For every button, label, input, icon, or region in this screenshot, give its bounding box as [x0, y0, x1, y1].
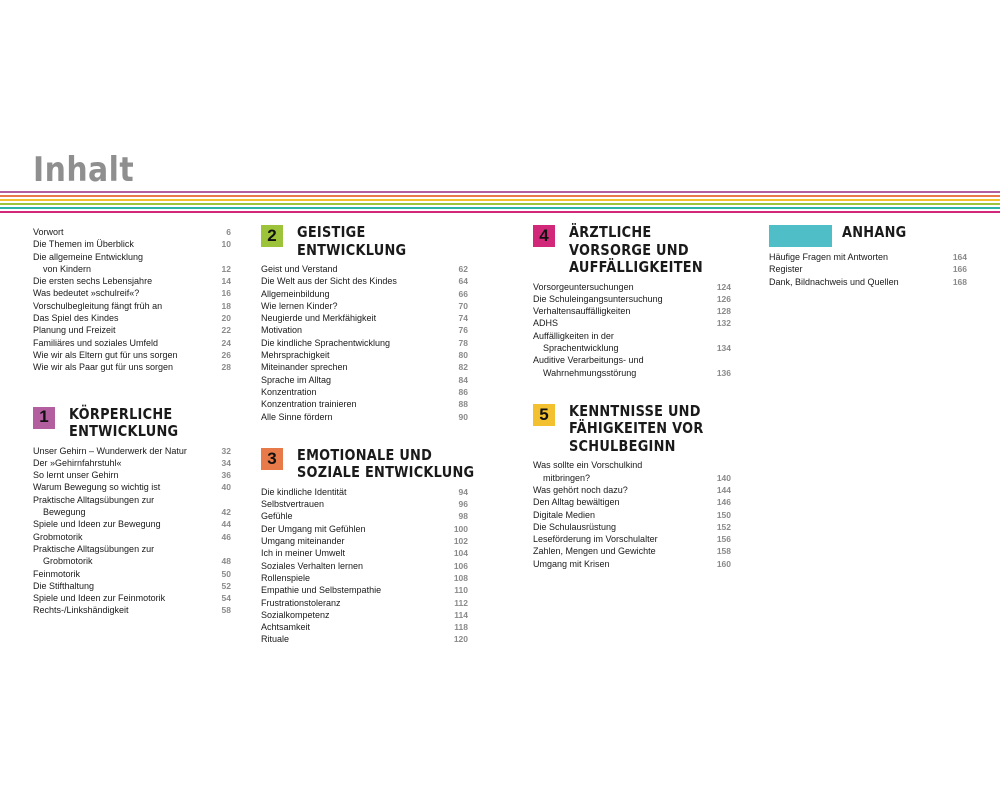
section-title — [569, 224, 703, 277]
section-number-badge — [769, 225, 832, 247]
toc-entry-title: Rechts-/Linkshändigkeit — [33, 605, 129, 616]
toc-entry[interactable] — [33, 580, 231, 592]
toc-entry[interactable] — [33, 361, 231, 373]
toc-entry[interactable] — [33, 481, 231, 493]
section-title-line: SCHULBEGINN — [569, 436, 676, 455]
toc-entry-page: 42 — [221, 507, 231, 518]
toc-entry[interactable] — [261, 288, 468, 300]
toc-entry[interactable] — [261, 361, 468, 373]
toc-entry[interactable] — [261, 349, 468, 361]
toc-entry-title: Register — [769, 264, 803, 275]
toc-entry-title: Das Spiel des Kindes — [33, 313, 119, 324]
section-heading — [533, 403, 731, 456]
toc-entry-title: Wahrnehmungsstörung — [543, 367, 637, 378]
toc-entry-page: 150 — [716, 509, 731, 520]
toc-entry-title: Auditive Verarbeitungs- und — [533, 355, 644, 366]
toc-entry[interactable] — [533, 533, 731, 545]
toc-entry[interactable] — [261, 312, 468, 324]
toc-entry-page: 62 — [458, 264, 468, 274]
toc-column-2 — [261, 214, 475, 646]
toc-entry[interactable] — [33, 457, 231, 469]
toc-entry[interactable] — [533, 521, 731, 533]
toc-entry-page: 20 — [221, 313, 231, 324]
section-title — [842, 224, 907, 242]
toc-entry-title: Empathie und Selbstempathie — [261, 585, 382, 596]
toc-entry[interactable] — [261, 510, 468, 522]
toc-entry-page: 126 — [716, 293, 731, 304]
toc-entry-title: Konzentration — [261, 386, 317, 397]
toc-entry[interactable] — [33, 469, 231, 481]
toc-entry-title: Feinmotorik — [33, 568, 81, 579]
toc-entry-page: 106 — [453, 560, 468, 571]
section-heading — [261, 445, 475, 482]
toc-entry[interactable] — [261, 609, 468, 621]
toc-entry-title: mitbringen? — [543, 472, 591, 483]
toc-entry-title: Häufige Fragen mit Antworten — [769, 252, 889, 262]
toc-entry-title: Soziales Verhalten lernen — [261, 560, 364, 571]
toc-entry-page: 10 — [221, 239, 231, 250]
toc-entry-title: Spiele und Ideen zur Feinmotorik — [33, 593, 166, 604]
toc-entry-title: Was sollte ein Vorschulkind — [533, 460, 643, 471]
toc-entry-title: Was bedeutet »schulreif«? — [33, 288, 140, 299]
toc-entry[interactable] — [533, 496, 731, 508]
toc-entry-title: Auffälligkeiten in der — [533, 330, 614, 341]
section-number-badge: 5 — [533, 404, 555, 426]
toc-entry-title: Wie wir als Paar gut für uns sorgen — [33, 362, 174, 373]
toc-entry-title: Mehrsprachigkeit — [261, 350, 330, 361]
toc-entry-page: 112 — [454, 597, 468, 608]
toc-entry[interactable] — [533, 354, 731, 366]
section-title-line: KENNTNISSE UND — [569, 401, 701, 420]
toc-entry[interactable] — [533, 342, 731, 354]
toc-entry[interactable] — [533, 484, 731, 496]
toc-entry-page: 156 — [716, 534, 731, 545]
toc-entry-title: Ich in meiner Umwelt — [261, 548, 346, 559]
toc-entry[interactable] — [261, 572, 468, 584]
toc-entry-page: 168 — [952, 276, 967, 287]
toc-entry-title: Die Themen im Überblick — [33, 239, 134, 250]
toc-entry[interactable] — [261, 584, 468, 596]
toc-entry-page: 32 — [221, 445, 231, 456]
toc-entry-page: 16 — [221, 288, 231, 299]
toc-entry[interactable] — [261, 337, 468, 349]
toc-entry-title: Die Welt aus der Sicht des Kindes — [261, 276, 397, 287]
toc-entry[interactable] — [533, 317, 731, 329]
toc-entry-page: 44 — [221, 519, 231, 530]
section-title-line: ANHANG — [842, 223, 907, 241]
toc-entry-page: 46 — [221, 531, 231, 542]
toc-entry-page: 82 — [458, 362, 468, 373]
toc-entry[interactable] — [769, 276, 967, 288]
toc-entry[interactable] — [261, 486, 468, 498]
toc-entry-title: Motivation — [261, 325, 303, 336]
toc-entry-title: Digitale Medien — [533, 509, 596, 520]
toc-entry-page: 120 — [453, 634, 468, 645]
toc-entry[interactable] — [261, 560, 468, 572]
section-title — [297, 447, 474, 482]
toc-column-3 — [533, 214, 731, 570]
toc-entry[interactable] — [33, 275, 231, 287]
section-title — [297, 224, 406, 259]
stripe-line — [0, 207, 1000, 209]
toc-entry[interactable] — [261, 547, 468, 559]
toc-entry-title: Sozialkompetenz — [261, 609, 330, 620]
toc-entry[interactable] — [33, 287, 231, 299]
toc-entry-title: Alle Sinne fördern — [261, 411, 333, 422]
toc-entry[interactable] — [261, 597, 468, 609]
toc-entry-page: 34 — [221, 457, 231, 468]
toc-entry[interactable] — [33, 300, 231, 312]
toc-entry-page: 70 — [458, 300, 468, 311]
toc-entry-title: Wie wir als Eltern gut für uns sorgen — [33, 349, 178, 360]
toc-entry-title: Miteinander sprechen — [261, 362, 348, 373]
toc-entry-title: Den Alltag bewältigen — [533, 497, 620, 508]
toc-entry-title: Gefühle — [261, 511, 293, 522]
toc-entry[interactable] — [33, 543, 231, 555]
toc-entry[interactable] — [533, 330, 731, 342]
toc-entry-page: 164 — [952, 252, 967, 262]
toc-entry-page: 66 — [458, 288, 468, 299]
toc-entry-page: 134 — [716, 342, 731, 353]
section-title-line: ENTWICKLUNG — [297, 240, 407, 259]
toc-entry-page: 40 — [221, 482, 231, 493]
toc-entry[interactable] — [33, 251, 231, 263]
stripe-line — [0, 195, 1000, 197]
section-title-line: GEISTIGE — [297, 223, 366, 241]
toc-entry[interactable] — [33, 568, 231, 580]
section-title — [69, 406, 178, 441]
section-number-badge: 3 — [261, 448, 283, 470]
toc-entry[interactable] — [33, 263, 231, 275]
toc-entry-page: 140 — [716, 472, 731, 483]
toc-entry[interactable] — [769, 263, 967, 275]
toc-entry-page: 22 — [221, 325, 231, 336]
toc-entry-page: 146 — [716, 497, 731, 508]
stripe-line — [0, 199, 1000, 201]
toc-entry-title: Spiele und Ideen zur Bewegung — [33, 519, 161, 530]
toc-entry-page: 18 — [221, 300, 231, 311]
toc-entry[interactable] — [533, 558, 731, 570]
toc-entry-page: 136 — [716, 367, 731, 378]
toc-entry-page: 114 — [454, 609, 468, 620]
toc-entry-page: 84 — [458, 374, 468, 385]
toc-entry[interactable] — [261, 263, 468, 275]
toc-entry[interactable] — [33, 592, 231, 604]
toc-entry-page: 76 — [458, 325, 468, 336]
toc-entry-page: 50 — [221, 568, 231, 579]
toc-entry-title: Der »Gehirnfahrstuhl« — [33, 457, 122, 468]
toc-entry-page: 14 — [221, 276, 231, 287]
toc-entry[interactable] — [33, 349, 231, 361]
stripe-line — [0, 191, 1000, 193]
toc-entry[interactable] — [261, 411, 468, 423]
toc-entry-title: Rollenspiele — [261, 572, 311, 583]
section-title-line: AUFFÄLLIGKEITEN — [569, 258, 703, 276]
toc-entry-title: Verhaltensauffälligkeiten — [533, 306, 631, 317]
toc-entry-title: Was gehört noch dazu? — [533, 484, 628, 495]
section-number-badge: 4 — [533, 225, 555, 247]
toc-entry-page: 152 — [716, 521, 731, 532]
toc-entry-page: 80 — [458, 350, 468, 361]
toc-entry-title: Sprache im Alltag — [261, 374, 332, 385]
toc-entry-page: 90 — [458, 411, 468, 422]
toc-entry[interactable] — [33, 226, 231, 238]
section-title — [569, 403, 704, 456]
section-heading — [533, 224, 731, 277]
toc-entry-title: Unser Gehirn – Wunderwerk der Natur — [33, 445, 187, 456]
toc-entry-page: 48 — [221, 556, 231, 567]
toc-entry-page: 58 — [221, 605, 231, 616]
toc-entry-page: 94 — [458, 486, 468, 497]
toc-entry[interactable] — [33, 312, 231, 324]
toc-entry[interactable] — [261, 275, 468, 287]
section-number-badge: 1 — [33, 407, 55, 429]
toc-entry[interactable] — [533, 545, 731, 557]
toc-entry[interactable] — [769, 251, 967, 263]
toc-entry-title: Praktische Alltagsübungen zur — [33, 543, 155, 554]
toc-entry-page: 102 — [453, 536, 468, 547]
section-title-line: ENTWICKLUNG — [69, 422, 179, 441]
toc-entry-page: 24 — [221, 337, 231, 348]
toc-entry-title: Die ersten sechs Lebensjahre — [33, 276, 153, 287]
toc-entry-page: 86 — [458, 386, 468, 397]
toc-entry-title: Die allgemeine Entwicklung — [33, 251, 144, 262]
toc-entry[interactable] — [33, 324, 231, 336]
toc-entry[interactable] — [261, 523, 468, 535]
toc-entry[interactable] — [33, 604, 231, 616]
section-title-line: SOZIALE ENTWICKLUNG — [297, 463, 475, 482]
toc-entry[interactable] — [261, 386, 468, 398]
toc-entry-page: 110 — [454, 585, 468, 596]
toc-entry-page: 118 — [454, 622, 468, 633]
toc-entry[interactable] — [533, 367, 731, 379]
toc-entry-title: Die kindliche Identität — [261, 486, 347, 497]
toc-entry[interactable] — [261, 300, 468, 312]
toc-entry-title: Vorwort — [33, 227, 64, 237]
toc-entry-title: Achtsamkeit — [261, 622, 311, 633]
section-heading — [33, 406, 231, 441]
toc-entry-title: Sprachentwicklung — [543, 342, 619, 353]
toc-entry-title: Der Umgang mit Gefühlen — [261, 523, 366, 534]
toc-entry-page: 64 — [458, 276, 468, 287]
toc-entry[interactable] — [261, 398, 468, 410]
toc-entry-page: 54 — [221, 593, 231, 604]
toc-entry-title: Selbstvertrauen — [261, 499, 325, 510]
toc-column-1 — [33, 226, 231, 617]
toc-entry-title: Frustrationstoleranz — [261, 597, 341, 608]
toc-entry-page: 88 — [458, 399, 468, 410]
toc-entry-title: Vorschulbegleitung fängt früh an — [33, 300, 163, 311]
toc-entry-page: 28 — [221, 362, 231, 373]
toc-entry-title: Warum Bewegung so wichtig ist — [33, 482, 161, 493]
stripe-line — [0, 211, 1000, 213]
toc-entry[interactable] — [33, 445, 231, 457]
toc-entry-page: 124 — [716, 281, 731, 292]
toc-entry[interactable] — [33, 518, 231, 530]
toc-entry-page: 132 — [716, 318, 731, 329]
toc-entry-page: 6 — [226, 227, 231, 237]
toc-entry-page: 158 — [716, 546, 731, 557]
toc-entry-title: Planung und Freizeit — [33, 325, 116, 336]
page-title: Inhalt — [33, 150, 135, 190]
toc-entry-title: Wie lernen Kinder? — [261, 300, 338, 311]
toc-entry[interactable] — [33, 555, 231, 567]
toc-entry[interactable] — [33, 531, 231, 543]
toc-entry-title: Rituale — [261, 634, 290, 645]
toc-entry-title: von Kindern — [43, 263, 92, 274]
toc-entry-title: Die Stifthaltung — [33, 580, 95, 591]
toc-entry-title: ADHS — [533, 318, 559, 329]
toc-entry-title: Neugierde und Merkfähigkeit — [261, 313, 377, 324]
toc-entry-title: So lernt unser Gehirn — [33, 470, 119, 481]
toc-entry-page: 78 — [458, 337, 468, 348]
toc-entry-page: 26 — [221, 349, 231, 360]
toc-entry[interactable] — [261, 374, 468, 386]
toc-entry-title: Die kindliche Sprachentwicklung — [261, 337, 391, 348]
toc-entry[interactable] — [533, 509, 731, 521]
toc-entry-page: 74 — [458, 313, 468, 324]
toc-entry[interactable] — [33, 337, 231, 349]
toc-entry[interactable] — [261, 621, 468, 633]
color-stripes — [0, 191, 1000, 215]
toc-entry-title: Vorsorgeuntersuchungen — [533, 281, 634, 292]
toc-entry-page: 108 — [453, 572, 468, 583]
toc-entry[interactable] — [261, 498, 468, 510]
toc-entry[interactable] — [533, 472, 731, 484]
toc-entry[interactable] — [533, 459, 731, 471]
toc-entry-title: Die Schuleingangsuntersuchung — [533, 293, 663, 304]
toc-entry-title: Zahlen, Mengen und Gewichte — [533, 546, 656, 557]
toc-entry[interactable] — [533, 305, 731, 317]
toc-entry[interactable] — [33, 506, 231, 518]
toc-entry-title: Familiäres und soziales Umfeld — [33, 337, 159, 348]
toc-entry-page: 104 — [453, 548, 468, 559]
toc-column-4 — [769, 214, 967, 288]
toc-entry-page: 36 — [221, 470, 231, 481]
toc-entry[interactable] — [33, 494, 231, 506]
toc-entry[interactable] — [33, 238, 231, 250]
section-title-line: VORSORGE UND — [569, 240, 689, 259]
toc-entry-page: 128 — [716, 306, 731, 317]
toc-entry-page: 52 — [221, 580, 231, 591]
section-title-line: KÖRPERLICHE — [69, 404, 173, 423]
toc-entry-title: Bewegung — [43, 507, 86, 518]
toc-entry[interactable] — [261, 633, 468, 645]
toc-entry-title: Konzentration trainieren — [261, 399, 357, 410]
toc-entry-page: 98 — [458, 511, 468, 522]
toc-entry-title: Dank, Bildnachweis und Quellen — [769, 276, 899, 287]
toc-entry-title: Umgang mit Krisen — [533, 558, 610, 569]
toc-entry-title: Grobmotorik — [33, 531, 83, 542]
toc-entry-page: 100 — [453, 523, 468, 534]
toc-entry-title: Grobmotorik — [43, 556, 93, 567]
section-title-line: ÄRZTLICHE — [569, 223, 652, 241]
toc-entry-title: Die Schulausrüstung — [533, 521, 617, 532]
section-heading — [261, 224, 468, 259]
toc-entry[interactable] — [261, 324, 468, 336]
toc-entry-page: 144 — [716, 484, 731, 495]
section-heading — [769, 224, 967, 247]
toc-entry-title: Leseförderung im Vorschulalter — [533, 534, 658, 545]
toc-entry[interactable] — [533, 281, 731, 293]
toc-entry-page: 12 — [221, 263, 231, 274]
section-number-badge: 2 — [261, 225, 283, 247]
toc-entry[interactable] — [261, 535, 468, 547]
toc-entry-title: Geist und Verstand — [261, 264, 338, 274]
stripe-line — [0, 203, 1000, 205]
toc-entry-page: 166 — [952, 264, 967, 275]
section-title-line: EMOTIONALE UND — [297, 445, 433, 464]
toc-entry-title: Allgemeinbildung — [261, 288, 330, 299]
toc-entry-page: 160 — [716, 558, 731, 569]
section-title-line: FÄHIGKEITEN VOR — [569, 419, 704, 438]
toc-entry-page: 96 — [458, 499, 468, 510]
toc-entry-title: Umgang miteinander — [261, 536, 345, 547]
toc-entry[interactable] — [533, 293, 731, 305]
toc-entry-title: Praktische Alltagsübungen zur — [33, 494, 155, 505]
